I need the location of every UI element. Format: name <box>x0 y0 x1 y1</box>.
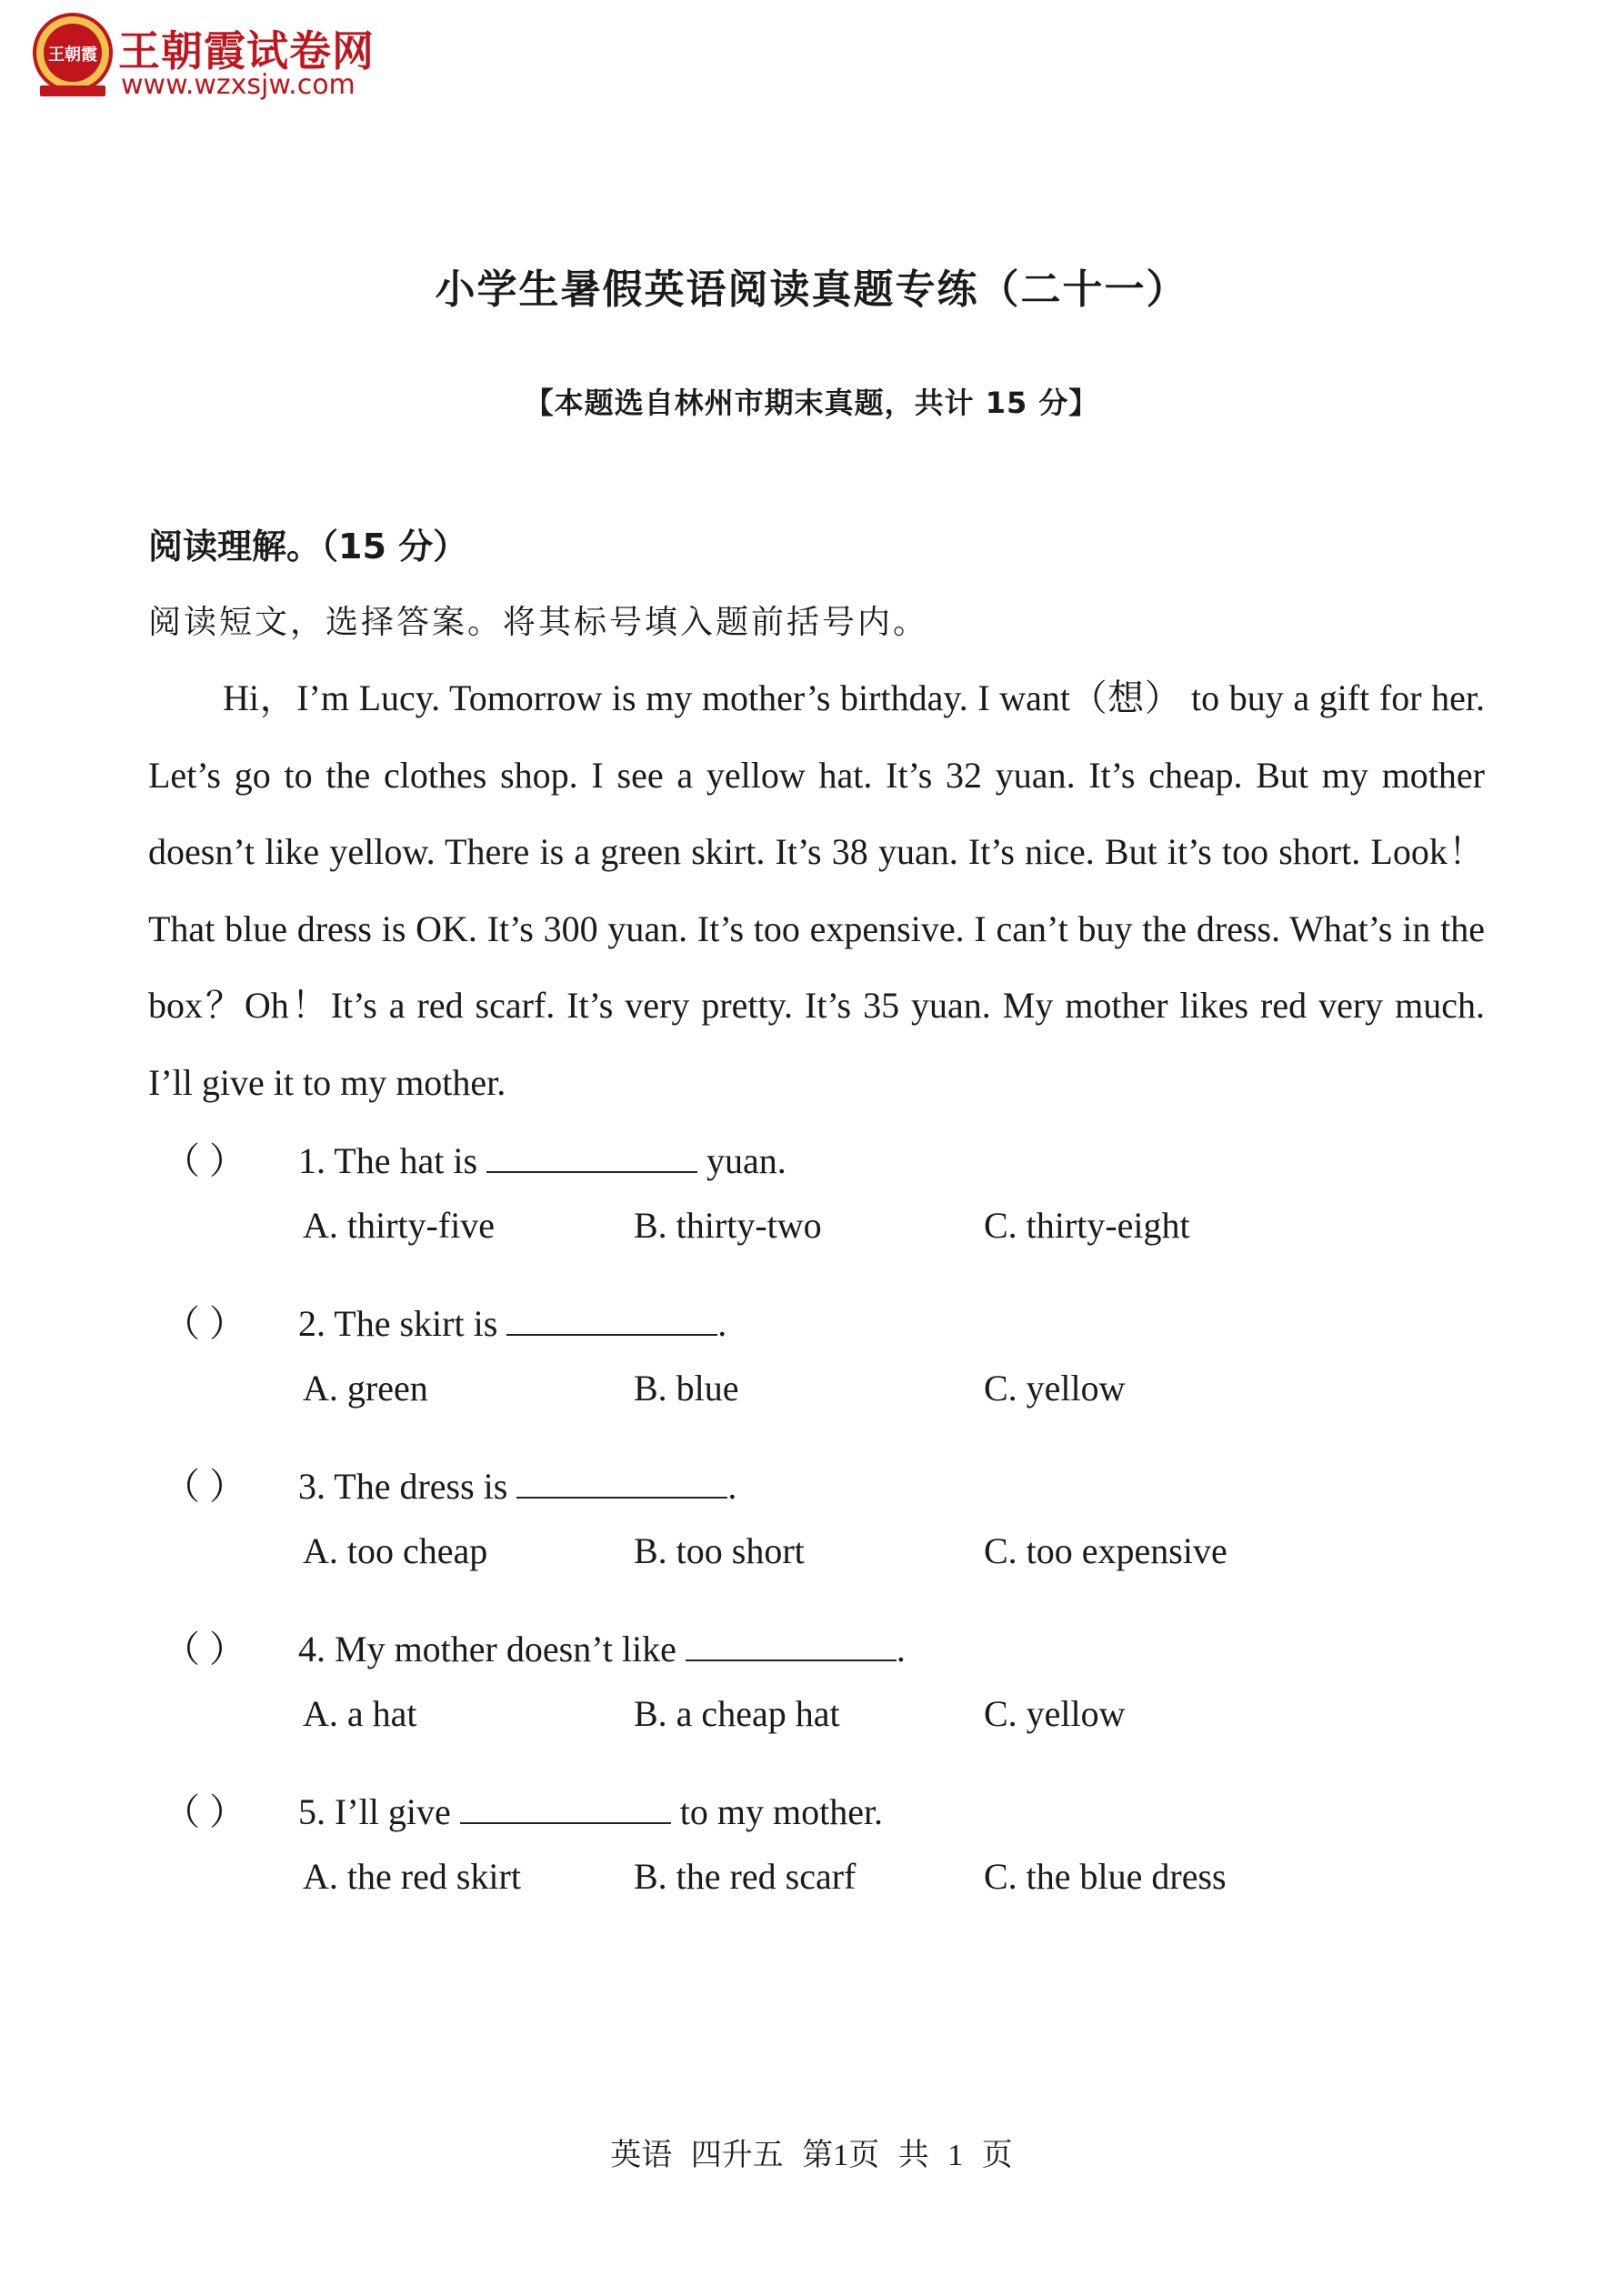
reading-passage: Hi，I’m Lucy. Tomorrow is my mother’s birthday. I want（想） to buy a gift for her. Let’s go to the clothes shop. I see a yellow hat. It’s 32 yuan. It’s cheap. But my mother doesn’t like yellow. There is a green skirt. It’s 38 yuan. It’s nice. But it’s too short. Look！That blue dress is OK. It’s 300 yuan. It’s too expensive. I can’t buy the dress. What’s in the box？Oh！It’s a red scarf. It’s very pretty. It’s 35 yuan. My mother likes red very much. I’ll give it to my mother. <box>148 677 1485 1103</box>
question-3 <box>164 1458 736 1509</box>
question-stem: 1. The hat is <box>298 1140 487 1181</box>
question-stem-end: . <box>727 1466 737 1507</box>
option-c[interactable]: C. yellow <box>984 1693 1126 1734</box>
answer-blank[interactable] <box>516 1469 727 1499</box>
answer-parenthesis[interactable]: （ ） <box>164 1629 245 1669</box>
answer-parenthesis[interactable]: （ ） <box>164 1466 245 1507</box>
answer-blank[interactable] <box>486 1144 697 1173</box>
question-2 <box>164 1295 726 1347</box>
answer-blank[interactable] <box>686 1632 897 1661</box>
page-subtitle: 【本题选自林州市期末真题，共计 15 分】 <box>524 386 1099 420</box>
option-c[interactable]: C. the blue dress <box>984 1856 1227 1897</box>
section-heading: 阅读理解。（15 分） <box>148 526 468 566</box>
page-title: 小学生暑假英语阅读真题专练（二十一） <box>435 266 1188 313</box>
question-stem-end: . <box>717 1303 727 1344</box>
option-b[interactable]: B. too short <box>634 1530 805 1571</box>
answer-blank[interactable] <box>506 1307 717 1336</box>
question-stem-end: to my mother. <box>670 1791 884 1832</box>
question-stem: 5. I’ll give <box>298 1791 460 1832</box>
logo-name: 王朝霞试卷网 <box>118 26 375 75</box>
answer-parenthesis[interactable]: （ ） <box>164 1791 245 1832</box>
answer-blank[interactable] <box>460 1795 671 1824</box>
question-5 <box>164 1783 883 1835</box>
page-footer: 英语 四升五 第1页 共 1 页 <box>610 2139 1013 2172</box>
question-1 <box>164 1132 786 1184</box>
option-a[interactable]: A. too cheap <box>303 1530 488 1571</box>
site-logo[interactable] <box>27 11 409 102</box>
option-c[interactable]: C. too expensive <box>984 1530 1227 1571</box>
option-b[interactable]: B. the red scarf <box>634 1856 857 1897</box>
answer-parenthesis[interactable]: （ ） <box>164 1140 245 1181</box>
option-a[interactable]: A. green <box>303 1368 428 1409</box>
question-stem: 4. My mother doesn’t like <box>298 1629 686 1669</box>
logo-url[interactable]: www.wzxsjw.com <box>121 69 356 101</box>
question-stem: 2. The skirt is <box>298 1303 507 1344</box>
option-c[interactable]: C. yellow <box>984 1368 1126 1409</box>
question-4 <box>164 1620 906 1672</box>
option-a[interactable]: A. a hat <box>303 1693 417 1734</box>
option-a[interactable]: A. the red skirt <box>303 1856 521 1897</box>
section-instruction: 阅读短文，选择答案。将其标号填入题前括号内。 <box>148 604 929 641</box>
option-a[interactable]: A. thirty-five <box>303 1205 496 1246</box>
emblem-text: 王朝霞 <box>48 45 97 65</box>
question-stem-end: yuan. <box>697 1140 786 1181</box>
question-stem-end: . <box>896 1629 906 1669</box>
option-c[interactable]: C. thirty-eight <box>984 1205 1190 1246</box>
option-b[interactable]: B. thirty-two <box>634 1205 822 1246</box>
emblem-icon <box>27 11 118 102</box>
answer-parenthesis[interactable]: （ ） <box>164 1303 245 1344</box>
question-stem: 3. The dress is <box>298 1466 517 1507</box>
option-b[interactable]: B. a cheap hat <box>634 1693 840 1734</box>
option-b[interactable]: B. blue <box>634 1368 739 1409</box>
